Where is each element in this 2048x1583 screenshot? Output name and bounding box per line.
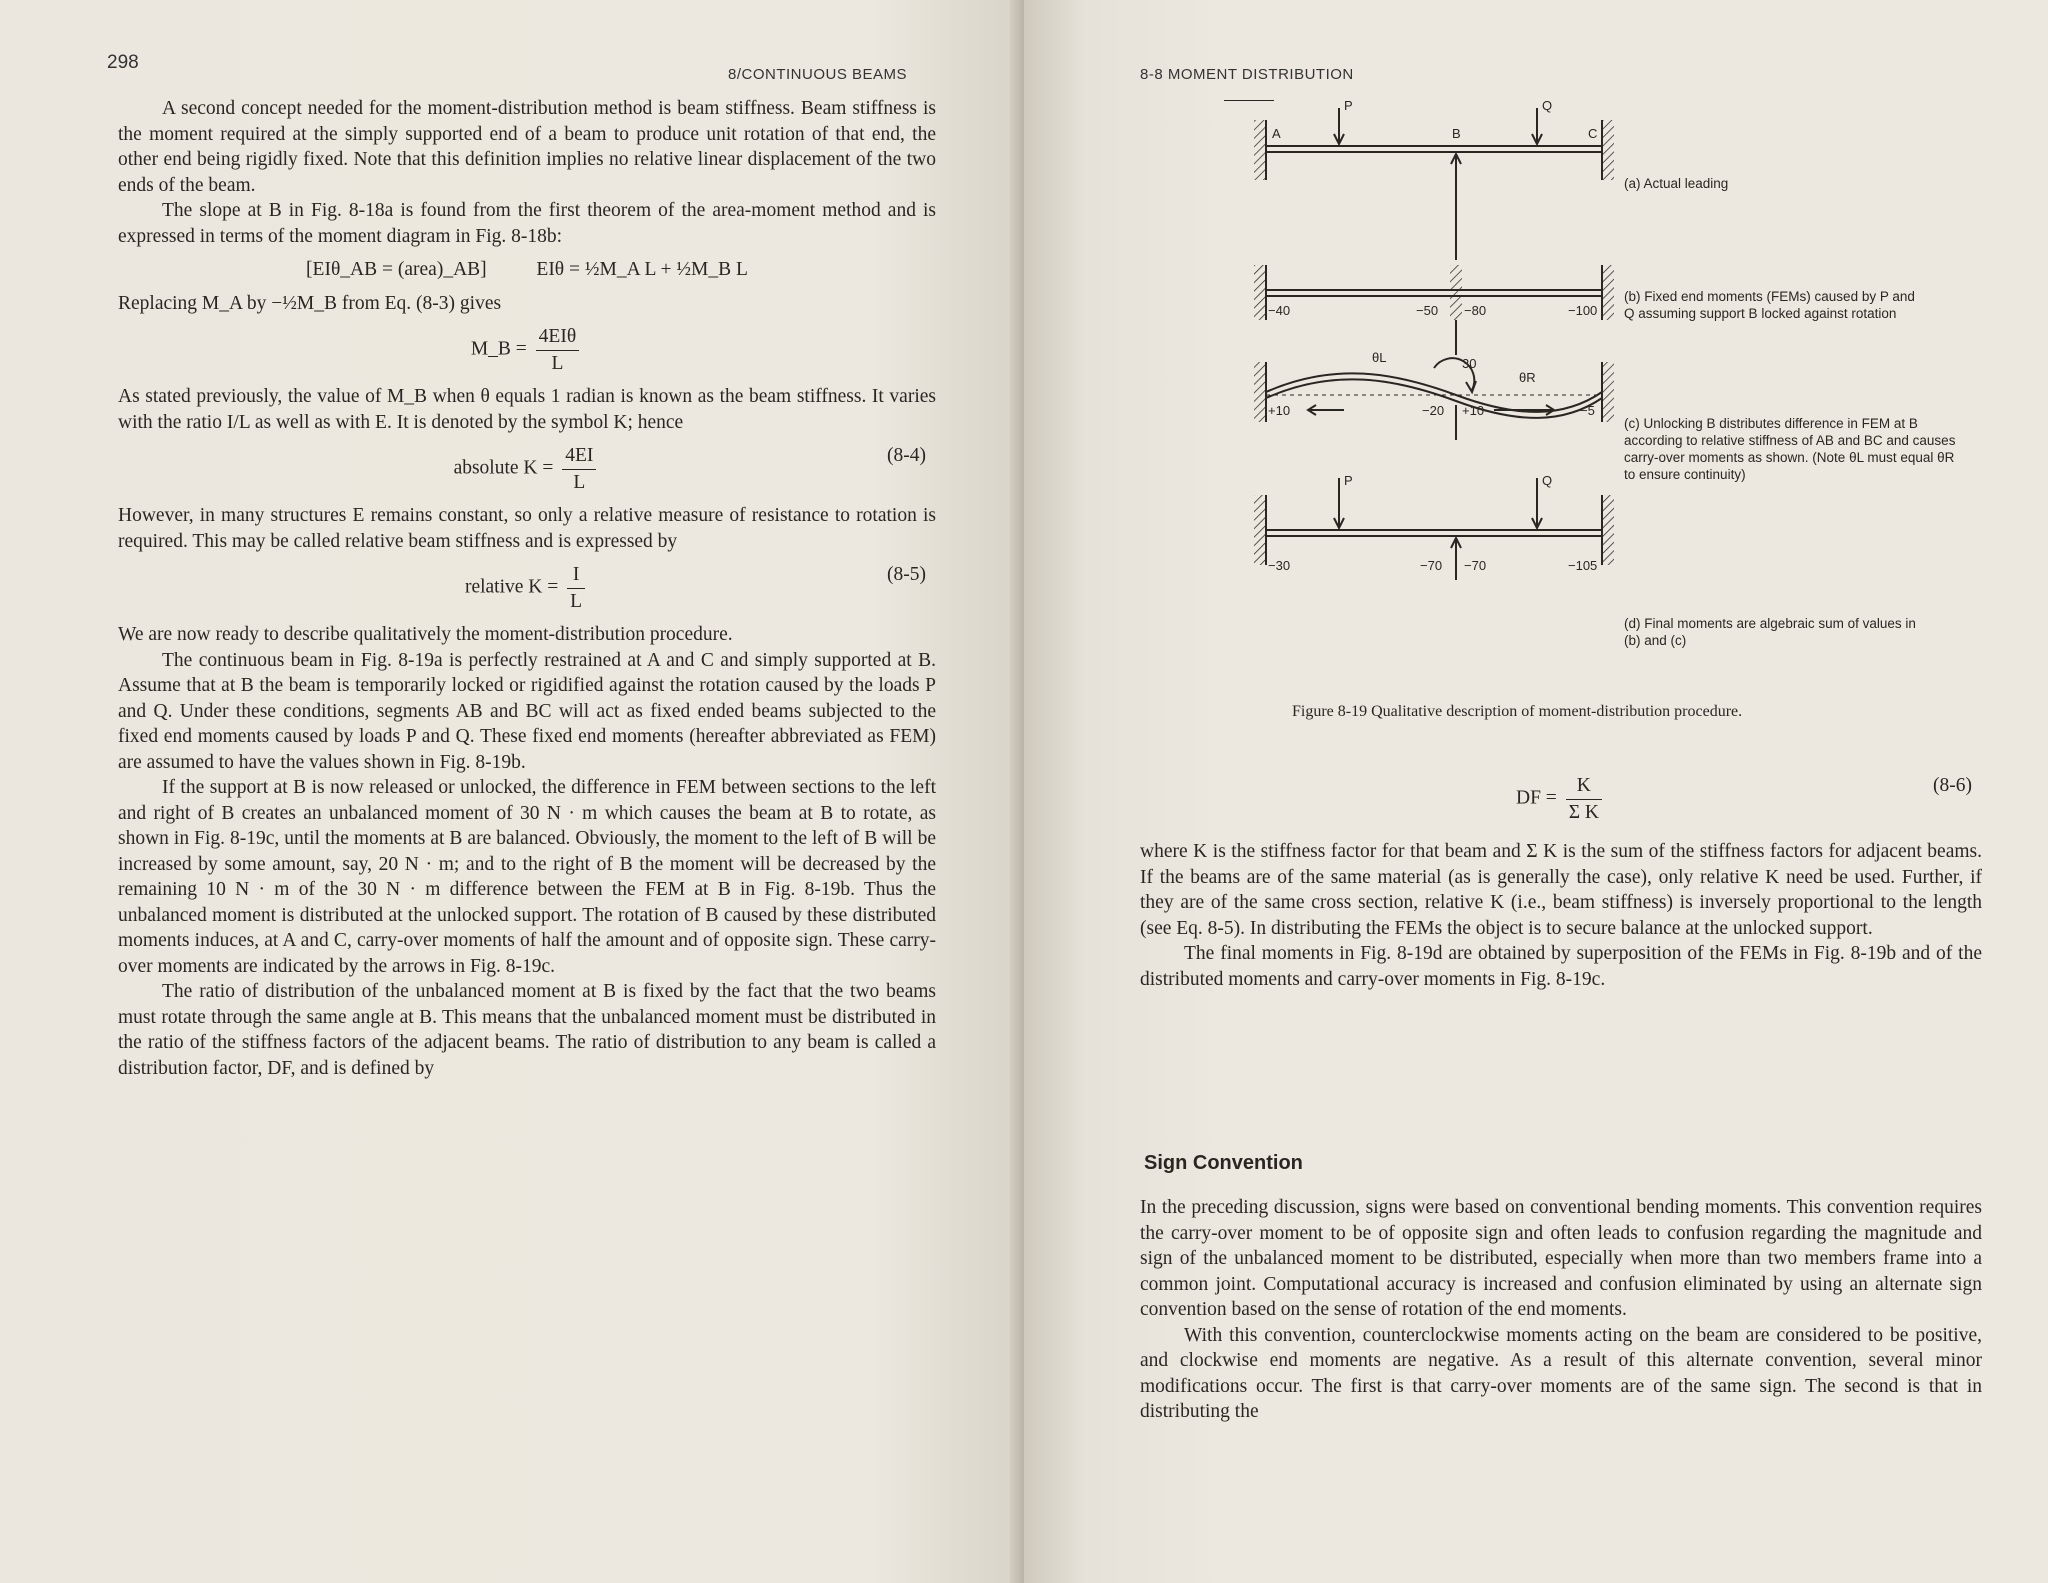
figure-note-a: (a) Actual leading bbox=[1624, 176, 1729, 191]
equation-absolute-k: absolute K = $\frac{4EI}{L}$ (8-4) bbox=[453, 445, 926, 493]
value-b-mid-left: −50 bbox=[1416, 303, 1439, 318]
paragraph: where K is the stiffness factor for that beam and Σ K is the sum of the stiffness factors for adjacent beams. If the beams are of the same material (as is generally the case), only relative K need be used. Further, if they are of the same cross section, relative K (i.e., beam stiffness) is inversely proportional to the length (see Eq. 8-5). In distributing the FEMs the object is to secure balance at the unlocked support. bbox=[1140, 841, 1982, 939]
value-c-mid-right: +10 bbox=[1462, 403, 1485, 418]
figure-caption: Figure 8-19 Qualitative description of moment-distribution procedure. bbox=[1292, 703, 1743, 720]
equation-relative-k: relative K = $\frac{I}{L}$ (8-5) bbox=[464, 564, 926, 612]
paragraph: Replacing M_A by −½M_B from Eq. (8-3) gives bbox=[118, 292, 502, 314]
value-d-mid-right: −70 bbox=[1464, 558, 1487, 573]
right-text-column-top bbox=[1140, 765, 1982, 992]
diagram-c-unlocking bbox=[1254, 358, 1614, 440]
right-page bbox=[1024, 0, 2048, 1583]
value-d-right: −105 bbox=[1568, 558, 1598, 573]
value-c-mid-left: −20 bbox=[1422, 403, 1445, 418]
paragraph: In the preceding discussion, signs were based on conventional bending moments. This convention requires the carry-over moment to be of opposite sign and often leads to confusion regarding the magnitude and sign of the unbalanced moment to be distributed, especially when more than two members frame into a common joint. Computational accuracy is increased and confusion eliminated by using an alternate sign convention based on the sense of rotation of the end moments. bbox=[1140, 1197, 1982, 1320]
figure-note-b: (b) Fixed end moments (FEMs) caused by P and Q assuming support B locked against rotation bbox=[1624, 289, 1915, 321]
equation-number: (8-4) bbox=[887, 445, 926, 466]
value-b-left: −40 bbox=[1268, 303, 1291, 318]
label-theta-l: θL bbox=[1372, 350, 1387, 365]
value-d-mid-left: −70 bbox=[1420, 558, 1443, 573]
value-b-right: −100 bbox=[1568, 303, 1598, 318]
value-d-left: −30 bbox=[1268, 558, 1291, 573]
value-c-left: +10 bbox=[1268, 403, 1291, 418]
label-b: B bbox=[1452, 126, 1461, 141]
left-text-column bbox=[118, 96, 936, 1081]
equation-number: (8-5) bbox=[887, 564, 926, 585]
value-b-mid-right: −80 bbox=[1464, 303, 1487, 318]
section-heading: Sign Convention bbox=[1144, 1152, 1303, 1174]
value-c-unbalanced: 30 bbox=[1462, 356, 1477, 371]
paragraph: We are now ready to describe qualitatively the moment-distribution procedure. bbox=[118, 624, 733, 645]
paragraph: If the support at B is now released or unlocked, the difference in FEM between sections to the left and right of B creates an unbalanced moment of 30 N · m which causes the beam at B to rotate, as shown in Fig. 8-19c, until the moments at B are balanced. Obviously, the moment to the left of B will be increased by some amount, say, 20 N · m; and to the right of B the moment will be decreased by the remaining 10 N · m of the 30 N · m difference between the FEM at B in Fig. 8-19b. Thus the unbalanced moment is distributed at the unlocked support. The rotation of B caused by these distributed moments induces, at A and C, carry-over moments of half the amount and of opposite sign. These carry-over moments are indicated by the arrows in Fig. 8-19c. bbox=[118, 777, 936, 977]
label-p-d: P bbox=[1344, 473, 1353, 488]
equation-area-moment: [EIθ_AB = (area)_AB] EIθ = ½M_A L + ½M_B L bbox=[306, 259, 748, 280]
paragraph: With this convention, counterclockwise moments acting on the beam are considered to be positive, and clockwise end moments are negative. As a result of this alternate convention, several minor modifications occur. The first is that carry-over moments are of the same sign. The second is that in distributing the bbox=[1140, 1324, 1982, 1422]
page-number: 298 bbox=[107, 52, 139, 73]
value-c-right: −5 bbox=[1580, 403, 1595, 418]
diagram-a-actual-loading bbox=[1224, 100, 1614, 260]
label-q: Q bbox=[1542, 100, 1553, 113]
figure-note-d: (d) Final moments are algebraic sum of values in (b) and (c) bbox=[1624, 616, 1916, 648]
figure-note-c: (c) Unlocking B distributes difference in FEM at B according to relative stiffness of AB and BC and causes carry-over moments as shown. (Note θL must equal θR to ensure continuity) bbox=[1624, 416, 1956, 482]
equation-df: DF = $\frac{K}{\text{Σ K}}$ (8-6) bbox=[1516, 775, 1972, 823]
running-head-left: 8/CONTINUOUS BEAMS bbox=[728, 66, 908, 83]
figure-8-19 bbox=[1224, 100, 1644, 690]
paragraph: However, in many structures E remains constant, so only a relative measure of resistance to rotation is required. This may be called relative beam stiffness and is expressed by bbox=[118, 505, 936, 552]
label-a: A bbox=[1272, 126, 1281, 141]
paragraph: The slope at B in Fig. 8-18a is found from the first theorem of the area-moment method and is expressed in terms of the moment diagram in Fig. 8-18b: bbox=[118, 200, 936, 247]
label-theta-r: θR bbox=[1519, 370, 1536, 385]
paragraph: The final moments in Fig. 8-19d are obtained by superposition of the FEMs in Fig. 8-19b and of the distributed moments and carry-over moments in Fig. 8-19c. bbox=[1140, 943, 1982, 990]
equation-mb: M_B = $\frac{\text{4EIθ}}{L}$ bbox=[118, 324, 936, 376]
paragraph: The continuous beam in Fig. 8-19a is perfectly restrained at A and C and simply supported at B. Assume that at B the beam is temporarily locked or rigidified against the rotation caused by the loads P and Q. Under these conditions, segments AB and BC will act as fixed ended beams subjected to the fixed end moments caused by loads P and Q. These fixed end moments (hereafter abbreviated as FEM) are assumed to have the values shown in Fig. 8-19b. bbox=[118, 649, 936, 773]
label-p: P bbox=[1344, 100, 1353, 113]
paragraph: As stated previously, the value of M_B when θ equals 1 radian is known as the beam stiffness. It varies with the ratio I/L as well as with E. It is denoted by the symbol K; hence bbox=[118, 386, 936, 433]
label-q-d: Q bbox=[1542, 473, 1553, 488]
right-text-column-bottom bbox=[1140, 1195, 1982, 1425]
label-c: C bbox=[1588, 126, 1598, 141]
running-head-right: 8-8 MOMENT DISTRIBUTION bbox=[1140, 66, 1354, 83]
paragraph: The ratio of distribution of the unbalanced moment at B is fixed by the fact that the two beams must rotate through the same angle at B. This means that the unbalanced moment must be distributed in the ratio of the stiffness factors of the adjacent beams. The ratio of distribution to any beam is called a distribution factor, DF, and is defined by bbox=[118, 981, 936, 1079]
equation-number: (8-6) bbox=[1933, 775, 1972, 796]
paragraph: A second concept needed for the moment-distribution method is beam stiffness. Beam stiffness is the moment required at the simply supported end of a beam to produce unit rotation of that end, the other end being rigidly fixed. Note that this definition implies no relative linear displacement of the two ends of the beam. bbox=[118, 98, 936, 196]
